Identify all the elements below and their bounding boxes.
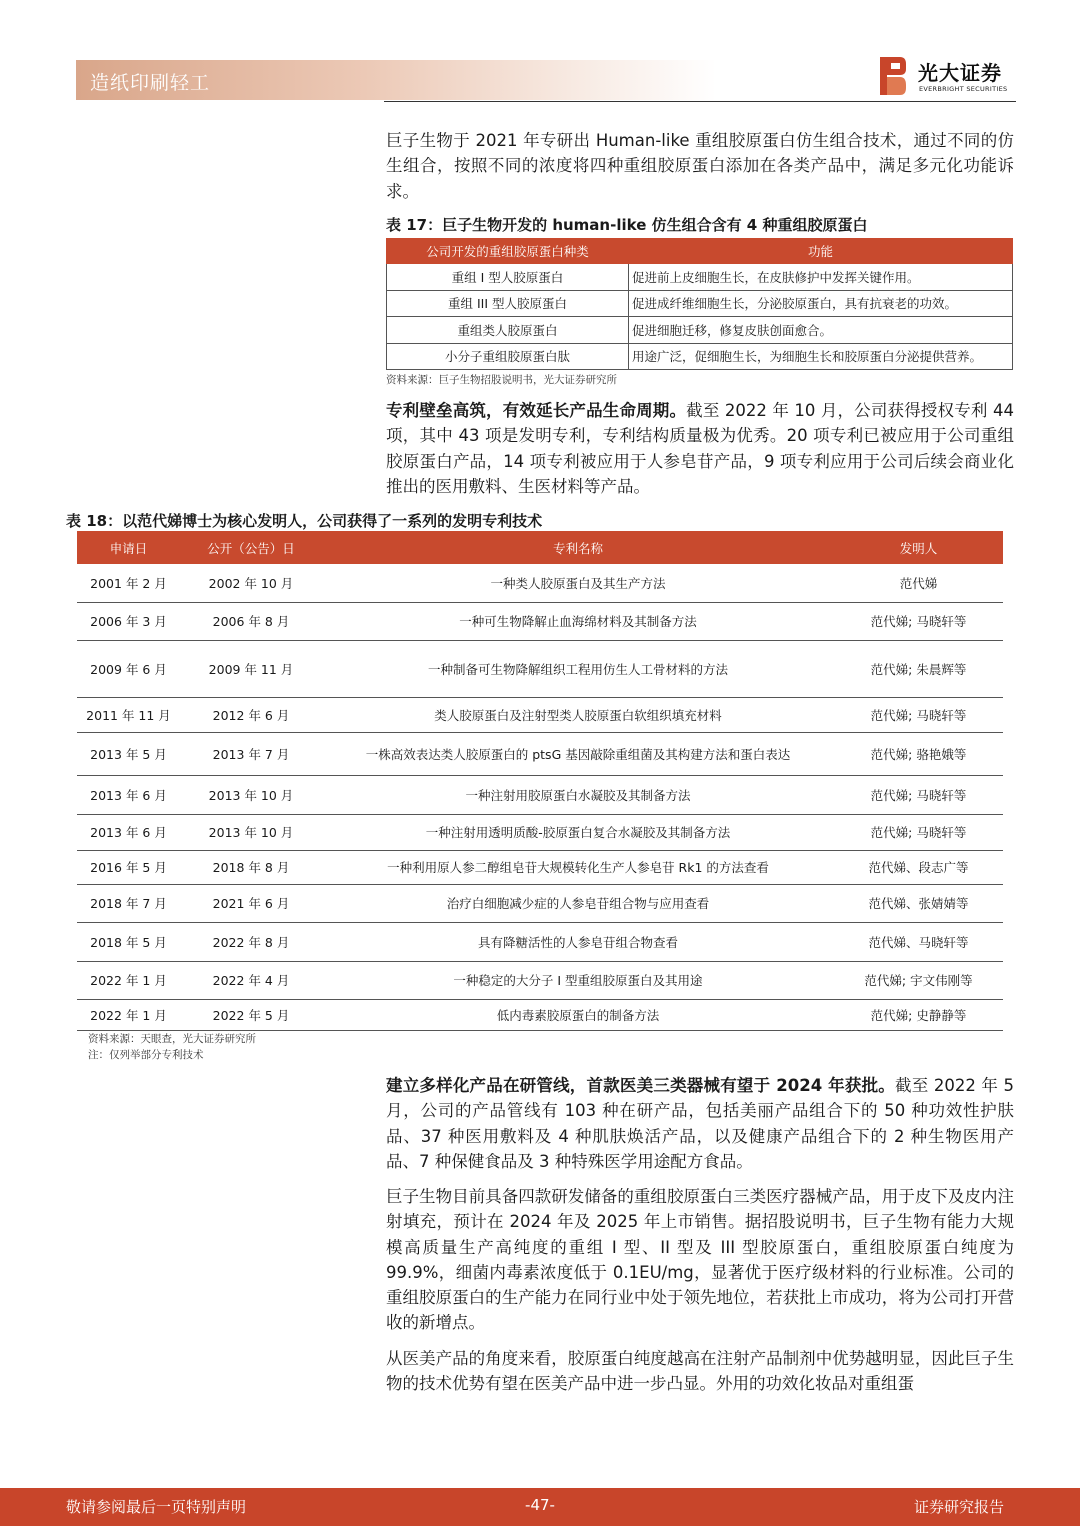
table17-source: 资料来源：巨子生物招股说明书，光大证券研究所	[386, 374, 617, 386]
table-row	[77, 697, 1003, 732]
table-cell: 2022 年 8 月	[180, 922, 322, 961]
table-cell: 治疗白细胞减少症的人参皂苷组合物与应用查看	[322, 884, 834, 922]
table-cell: 2013 年 5 月	[77, 732, 180, 775]
table-row	[77, 640, 1003, 697]
table-cell: 范代娣; 骆艳娥等	[834, 732, 1003, 775]
table-cell: 范代娣; 朱晨辉等	[834, 640, 1003, 697]
table-cell: 范代娣、张婧婧等	[834, 884, 1003, 922]
table-cell: 促进前上皮细胞生长，在皮肤修护中发挥关键作用。	[629, 264, 1013, 291]
table-cell: 2013 年 10 月	[180, 775, 322, 814]
table-cell: 一种利用原人参二醇组皂苷大规模转化生产人参皂苷 Rk1 的方法查看	[322, 850, 834, 884]
table-row	[387, 317, 1013, 344]
table-cell: 具有降糖活性的人参皂苷组合物查看	[322, 922, 834, 961]
table-cell: 一株高效表达类人胶原蛋白的 ptsG 基因敲除重组菌及其构建方法和蛋白表达	[322, 732, 834, 775]
table-row	[77, 564, 1003, 602]
table-cell: 2013 年 6 月	[77, 775, 180, 814]
table-cell: 2022 年 1 月	[77, 961, 180, 999]
table-row	[77, 884, 1003, 922]
table-cell: 范代娣; 马晓轩等	[834, 775, 1003, 814]
table-row	[77, 602, 1003, 640]
table-cell: 2011 年 11 月	[77, 697, 180, 732]
table-cell: 范代娣、段志广等	[834, 850, 1003, 884]
table-cell: 促进细胞迁移，修复皮肤创面愈合。	[629, 317, 1013, 344]
table-cell: 2009 年 11 月	[180, 640, 322, 697]
table-cell: 一种制备可生物降解组织工程用仿生人工骨材料的方法	[322, 640, 834, 697]
table-cell: 范代娣、马晓轩等	[834, 922, 1003, 961]
table18-note: 注：仅列举部分专利技术	[88, 1049, 204, 1061]
table18-header-apply-date: 申请日	[77, 531, 180, 564]
table-cell: 范代娣; 史静静等	[834, 999, 1003, 1030]
table-cell: 范代娣; 马晓轩等	[834, 697, 1003, 732]
table-cell: 低内毒素胶原蛋白的制备方法	[322, 999, 834, 1030]
section-title: 造纸印刷轻工	[90, 72, 211, 94]
table-cell: 2013 年 6 月	[77, 814, 180, 850]
table-cell: 范代娣; 宇文伟刚等	[834, 961, 1003, 999]
table-row	[77, 775, 1003, 814]
footer-bar	[0, 1488, 1080, 1526]
table-cell: 2013 年 7 月	[180, 732, 322, 775]
table-cell: 2013 年 10 月	[180, 814, 322, 850]
table18-source: 资料来源：天眼查，光大证券研究所	[88, 1033, 256, 1045]
table-cell: 促进成纤维细胞生长，分泌胶原蛋白，具有抗衰老的功效。	[629, 290, 1013, 317]
table-cell: 2022 年 4 月	[180, 961, 322, 999]
table-row	[387, 264, 1013, 291]
table-row	[77, 999, 1003, 1030]
table-cell: 2006 年 3 月	[77, 602, 180, 640]
logo-name: 光大证券	[918, 61, 1002, 85]
page-number: -47-	[525, 1496, 555, 1514]
paragraph-lead: 建立多样化产品在研管线，首款医美三类器械有望于 2024 年获批。	[386, 1076, 895, 1095]
table-cell: 一种注射用透明质酸-胶原蛋白复合水凝胶及其制备方法	[322, 814, 834, 850]
table17-header-type: 公司开发的重组胶原蛋白种类	[387, 239, 629, 264]
paragraph-pipeline	[386, 1073, 1014, 1174]
table-cell: 2018 年 7 月	[77, 884, 180, 922]
table-cell: 范代娣; 马晓轩等	[834, 602, 1003, 640]
table18-header-publish-date: 公开（公告）日	[180, 531, 322, 564]
table17-header-row	[387, 239, 1013, 264]
table18-header-patent-name: 专利名称	[322, 531, 834, 564]
footer-disclaimer: 敬请参阅最后一页特别声明	[66, 1498, 247, 1516]
table-cell: 2018 年 8 月	[180, 850, 322, 884]
table-cell: 2022 年 1 月	[77, 999, 180, 1030]
paragraph-body: 截至 2022 年 5 月，公司的产品管线有 103 种在研产品，包括美丽产品组合下的 50 种功效性护肤品、37 种医用敷料及 4 种肌肤焕活产品，以及健康产品组合下的 2 种生物医用产品、7 种保健食品及 3 种特殊医学用途配方食品。	[386, 1076, 1014, 1171]
table-cell: 2002 年 10 月	[180, 564, 322, 602]
table-cell: 用途广泛，促细胞生长，为细胞生长和胶原蛋白分泌提供营养。	[629, 343, 1013, 370]
table-row	[387, 343, 1013, 370]
table-row	[77, 814, 1003, 850]
paragraph-human-like: 巨子生物于 2021 年专研出 Human-like 重组胶原蛋白仿生组合技术，通过不同的仿生组合，按照不同的浓度将四种重组胶原蛋白添加在各类产品中，满足多元化功能诉求。	[386, 131, 1014, 201]
table-cell: 重组 III 型人胶原蛋白	[387, 290, 629, 317]
paragraph-patents	[386, 398, 1014, 499]
table-cell: 重组类人胶原蛋白	[387, 317, 629, 344]
table17-header-function: 功能	[629, 239, 1013, 264]
header-divider	[384, 101, 1016, 102]
table-cell: 2012 年 6 月	[180, 697, 322, 732]
paragraph-medical-devices: 巨子生物目前具备四款研发储备的重组胶原蛋白三类医疗器械产品，用于皮下及皮内注射填充，预计在 2024 年及 2025 年上市销售。据招股说明书，巨子生物有能力大规模高质量生产高纯度的重组 I 型、II 型及 III 型胶原蛋白，重组胶原蛋白纯度为 99.9%，细菌内毒素浓度低于 0.1EU/mg，显著优于医疗级材料的行业标准。公司的重组胶原蛋白的生产能力在同行业中处于领先地位，若获批上市成功，将为公司打开营收的新增点。	[386, 1187, 1014, 1333]
table-row	[387, 290, 1013, 317]
table17-caption: 表 17：巨子生物开发的 human-like 仿生组合含有 4 种重组胶原蛋白	[386, 216, 868, 234]
table-cell: 小分子重组胶原蛋白肽	[387, 343, 629, 370]
table18-caption: 表 18：以范代娣博士为核心发明人，公司获得了一系列的发明专利技术	[66, 512, 543, 530]
paragraph-body: 截至 2022 年 10 月，公司获得授权专利 44 项，其中 43 项是发明专利，专利结构质量极为优秀。20 项专利已被应用于公司重组胶原蛋白产品，14 项专利被应用于人参皂苷产品，9 项专利应用于公司后续会商业化推出的医用敷料、生医材料等产品。	[386, 401, 1014, 496]
table-row	[77, 732, 1003, 775]
table-cell: 2022 年 5 月	[180, 999, 322, 1030]
table-row	[77, 961, 1003, 999]
paragraph-cosmetics: 从医美产品的角度来看，胶原蛋白纯度越高在注射产品制剂中优势越明显，因此巨子生物的技术优势有望在医美产品中进一步凸显。外用的功效化妆品对重组蛋	[386, 1349, 1014, 1394]
table-cell: 2021 年 6 月	[180, 884, 322, 922]
logo-subtitle: EVERBRIGHT SECURITIES	[919, 85, 1008, 93]
table-cell: 一种类人胶原蛋白及其生产方法	[322, 564, 834, 602]
table18-header-row	[77, 531, 1003, 564]
table-cell: 范代娣	[834, 564, 1003, 602]
table18-header-inventor: 发明人	[834, 531, 1003, 564]
table-cell: 2016 年 5 月	[77, 850, 180, 884]
table-cell: 类人胶原蛋白及注射型类人胶原蛋白软组织填充材料	[322, 697, 834, 732]
table-cell: 一种稳定的大分子 I 型重组胶原蛋白及其用途	[322, 961, 834, 999]
paragraph-lead: 专利壁垒高筑，有效延长产品生命周期。	[386, 401, 687, 420]
table-cell: 2009 年 6 月	[77, 640, 180, 697]
everbright-logo	[878, 55, 1018, 97]
table-row	[77, 850, 1003, 884]
table-cell: 2018 年 5 月	[77, 922, 180, 961]
table-row	[77, 922, 1003, 961]
table-cell: 2006 年 8 月	[180, 602, 322, 640]
everbright-logo-icon	[878, 55, 908, 97]
table18	[77, 531, 1003, 1031]
table-cell: 2001 年 2 月	[77, 564, 180, 602]
table-cell: 一种注射用胶原蛋白水凝胶及其制备方法	[322, 775, 834, 814]
table-cell: 范代娣; 马晓轩等	[834, 814, 1003, 850]
footer-report-type: 证券研究报告	[913, 1498, 1004, 1516]
table-cell: 一种可生物降解止血海绵材料及其制备方法	[322, 602, 834, 640]
table17	[386, 238, 1013, 370]
table-cell: 重组 I 型人胶原蛋白	[387, 264, 629, 291]
